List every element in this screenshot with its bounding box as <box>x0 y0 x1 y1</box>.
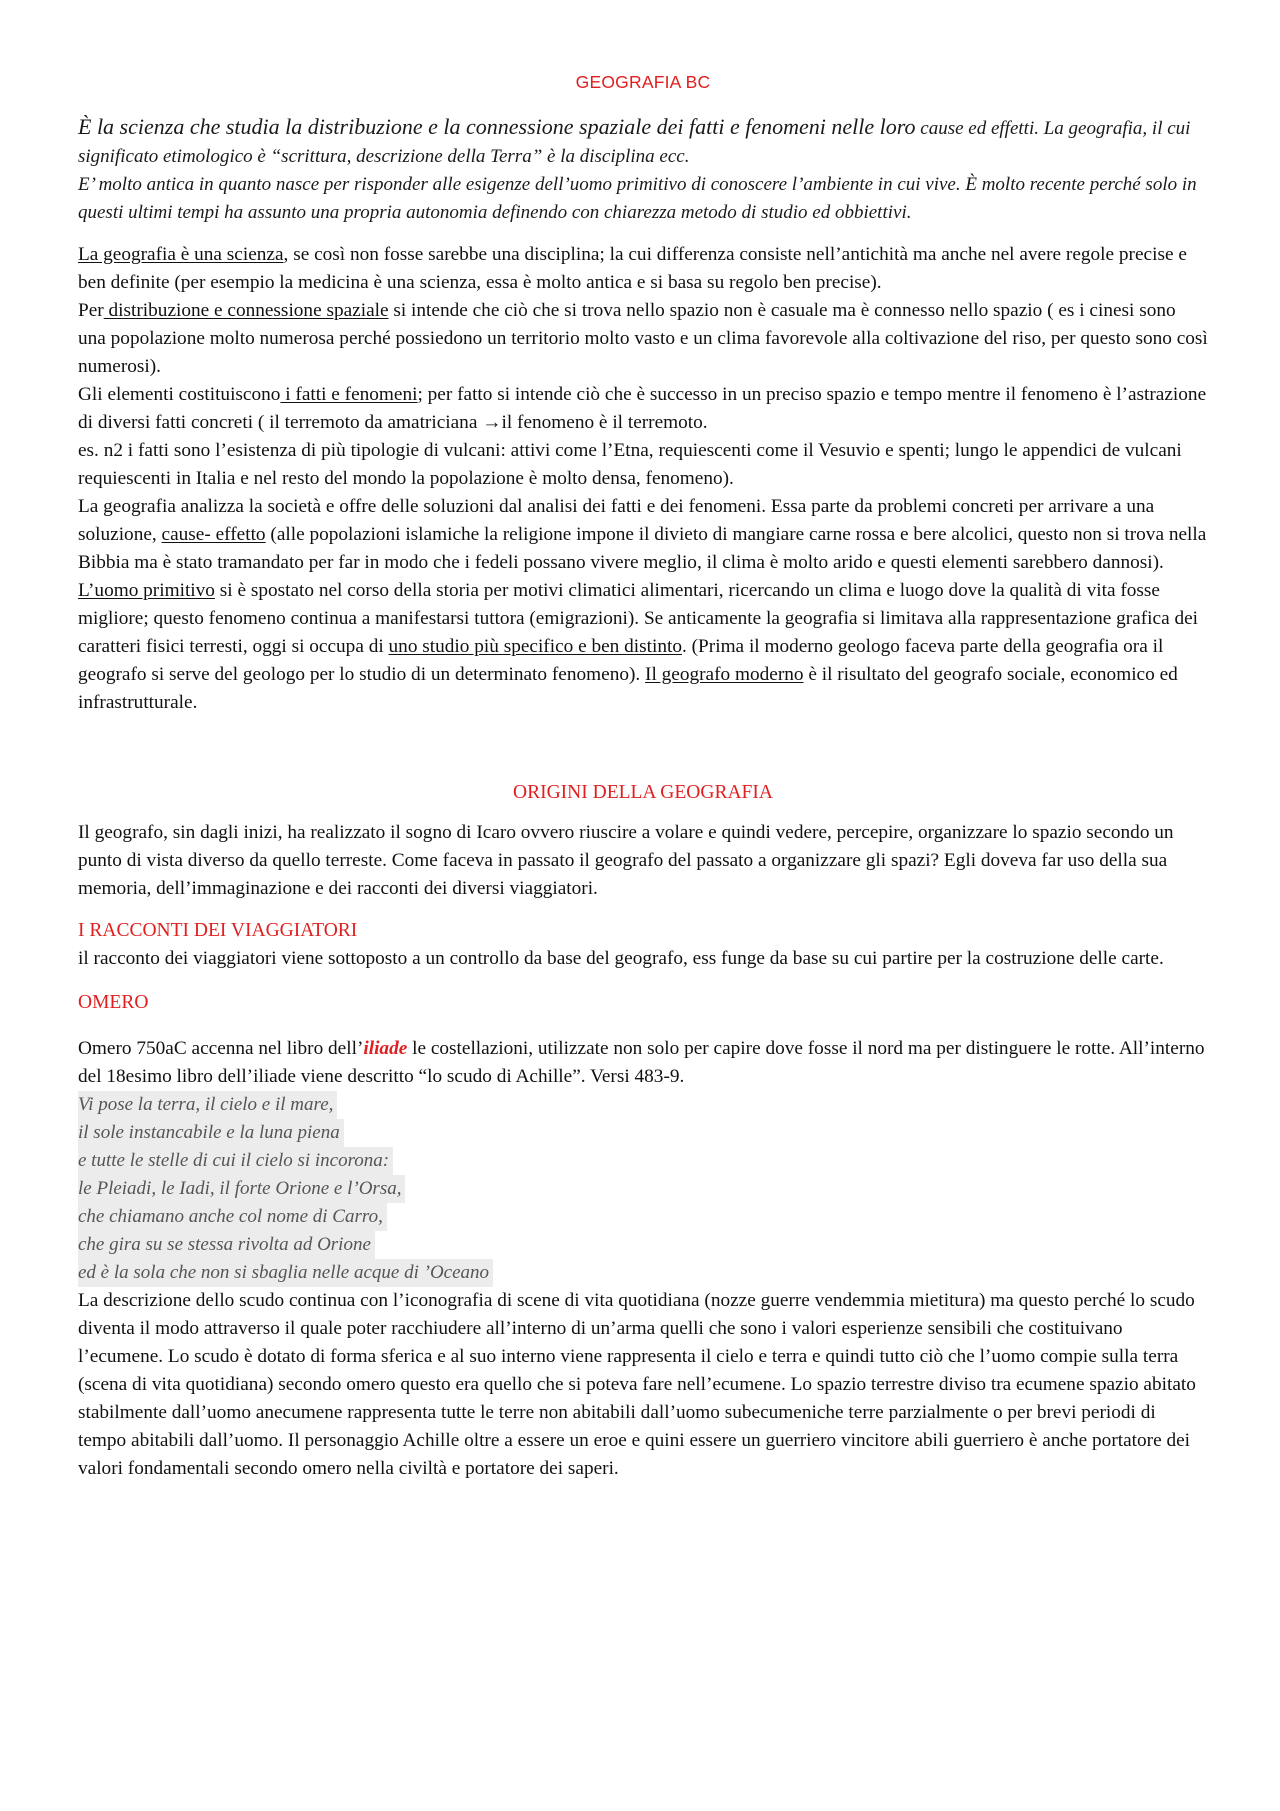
verse-line: Vi pose la terra, il cielo e il mare, <box>78 1091 337 1119</box>
document-content <box>78 72 1208 1483</box>
intro-rest: cause ed effetti. La geografia, il cui significato etimologico è “scrittura, descrizione della Terra” è la disciplina ecc. <box>78 118 1191 167</box>
paragraph-distribuzione <box>78 297 1208 381</box>
paragraph-text: il fenomeno è il terremoto. <box>501 412 708 433</box>
verse-line: le Pleiadi, le Iadi, il forte Orione e l’Orsa, <box>78 1175 405 1203</box>
intro-lead: È la scienza che studia la distribuzione e la connessione spaziale dei fatti e fenomeni nelle loro <box>78 114 916 139</box>
paragraph-text: Gli elementi costituiscono <box>78 384 281 405</box>
paragraph-scienza <box>78 241 1208 297</box>
underlined-term: distribuzione e connessione spaziale <box>103 300 389 321</box>
paragraph-fatti-fenomeni <box>78 381 1208 437</box>
paragraph-origini: Il geografo, sin dagli inizi, ha realizzato il sogno di Icaro ovvero riuscire a volare e quindi vedere, percepire, organizzare lo spazio secondo un punto di vista diverso da quello terreste. Come faceva in passato il geografo del passato a organizzare gli spazi? Egli doveva far uso della sua memoria, dell’immaginazione e dei racconti dei diversi viaggiatori. <box>78 822 1174 899</box>
main-body <box>78 241 1208 1483</box>
intro-definition <box>78 113 1208 227</box>
paragraph-racconti: il racconto dei viaggiatori viene sottoposto a un controllo da base del geografo, ess funge da base su cui partire per la costruzione delle carte. <box>78 948 1164 969</box>
document-title: GEOGRAFIA BC <box>575 72 711 92</box>
paragraph-omero <box>78 1035 1208 1091</box>
underlined-term: i fatti e fenomeni <box>280 384 418 405</box>
paragraph-text: La geografia analizza la società e offre delle soluzioni dal analisi dei fatti e dei fenomeni. Essa parte da problemi concreti per arrivare a una soluzione, <box>78 496 1155 545</box>
paragraph-analisi <box>78 493 1208 577</box>
paragraph-text: Per <box>78 300 104 321</box>
verse-line: che chiamano anche col nome di Carro, <box>78 1203 387 1231</box>
arrow-icon: → <box>482 412 502 433</box>
paragraph-text: Omero 750aC accenna nel libro dell’ <box>78 1038 364 1059</box>
section-title-omero: OMERO <box>78 992 149 1013</box>
iliade-highlight: iliade <box>363 1038 408 1059</box>
underlined-term: cause- effetto <box>161 524 266 545</box>
paragraph-text: si intende che ciò che si trova nello spazio non è casuale ma è connesso nello spazio ( es i cinesi sono una popolazione molto numerosa perché possiedono un territorio molto vasto e un clima favorevole alla coltivazione del riso, per questo sono così numerosi). <box>78 300 1208 377</box>
iliad-verses <box>78 1091 1208 1287</box>
verse-line: e tutte le stelle di cui il cielo si incorona: <box>78 1147 393 1175</box>
paragraph-text: le costellazioni, utilizzate non solo per capire dove fosse il nord ma per distinguere le rotte. All’interno del 18esimo libro dell’iliade viene descritto “lo scudo di Achille”. Versi 483-9. <box>78 1038 1205 1087</box>
paragraph-text: , se così non fosse sarebbe una disciplina; la cui differenza consiste nell’antichità ma anche nel avere regole precise e ben definite (per esempio la medicina è una scienza, essa è molto antica e si basa su regolo ben precise). <box>78 244 1187 293</box>
paragraph-text: si è spostato nel corso della storia per motivi climatici alimentari, ricercando un clima e luogo dove la qualità di vita fosse migliore; questo fenomeno continua a manifestarsi tuttora (emigrazioni). Se anticamente la geografia si limitava alla rappresentazione grafica dei caratteri fisici terresti, oggi si occupa di <box>78 580 1199 657</box>
paragraph-text: ; per fatto si intende ciò che è successo in un preciso spazio e tempo mentre il fenomeno è l’astrazione di diversi fatti concreti ( il terremoto da amatriciana <box>78 384 1207 433</box>
paragraph-scudo: La descrizione dello scudo continua con l’iconografia di scene di vita quotidiana (nozze guerre vendemmia mietitura) ma questo perché lo scudo diventa il modo attraverso il quale poter racchiudere all’interno di un’arma quelli che sono i valori esperienze sensibili che costituivano l’ecumene. Lo scudo è dotato di forma sferica e al suo interno viene rappresenta il cielo e terra e quindi tutto ciò che l’uomo compie sulla terra (scena di vita quotidiana) secondo omero questo era quello che si poteva fare nell’ecumene. Lo spazio terrestre diviso tra ecumene spazio abitato stabilmente dall’uomo anecumene rappresenta tutte le terre non abitabili dall’uomo subecumeniche terre parzialmente o per brevi periodi di tempo abitabili dall’uomo. Il personaggio Achille oltre a essere un eroe e quini essere un guerriero vincitore abili guerriero è anche portatore dei valori fondamentali secondo omero nella civiltà e portatore dei saperi. <box>78 1290 1196 1479</box>
underlined-term: La geografia è una scienza <box>78 244 284 265</box>
intro-line2: E’ molto antica in quanto nasce per risponder alle esigenze dell’uomo primitivo di conoscere l’ambiente in cui vive. È molto recente perché solo in questi ultimi tempi ha assunto una propria autonomia definendo con chiarezza metodo di studio ed obbiettivi. <box>78 174 1197 223</box>
paragraph-text: . (Prima il moderno geologo faceva parte della geografia ora il geografo si serve del geologo per lo studio di un determinato fenomeno). <box>78 636 1164 685</box>
underlined-term: Il geografo moderno <box>645 664 804 685</box>
paragraph-vulcani: es. n2 i fatti sono l’esistenza di più tipologie di vulcani: attivi come l’Etna, requiescenti come il Vesuvio e spenti; lungo le appendici de vulcani requiescenti in Italia e nel resto del mondo la popolazione è molto densa, fenomeno). <box>78 440 1182 489</box>
section-title-origini: ORIGINI DELLA GEOGRAFIA <box>513 782 773 803</box>
section-title-racconti: I RACCONTI DEI VIAGGIATORI <box>78 920 358 941</box>
paragraph-text: (alle popolazioni islamiche la religione impone il divieto di mangiare carne rossa e bere alcolici, questo non si trova nella Bibbia ma è stato tramandato per far in modo che i fedeli possano vivere meglio, il clima è molto arido e questi elementi sarebbero dannosi). <box>78 524 1207 573</box>
paragraph-uomo-primitivo <box>78 577 1208 717</box>
underlined-term: L’uomo primitivo <box>78 580 215 601</box>
underlined-term: uno studio più specifico e ben distinto <box>388 636 682 657</box>
verse-line: il sole instancabile e la luna piena <box>78 1119 344 1147</box>
paragraph-text: è il risultato del geografo sociale, economico ed infrastrutturale. <box>78 664 1178 713</box>
verse-line: che gira su se stessa rivolta ad Orione <box>78 1231 375 1259</box>
verse-line: ed è la sola che non si sbaglia nelle acque di ’Oceano <box>78 1259 493 1287</box>
